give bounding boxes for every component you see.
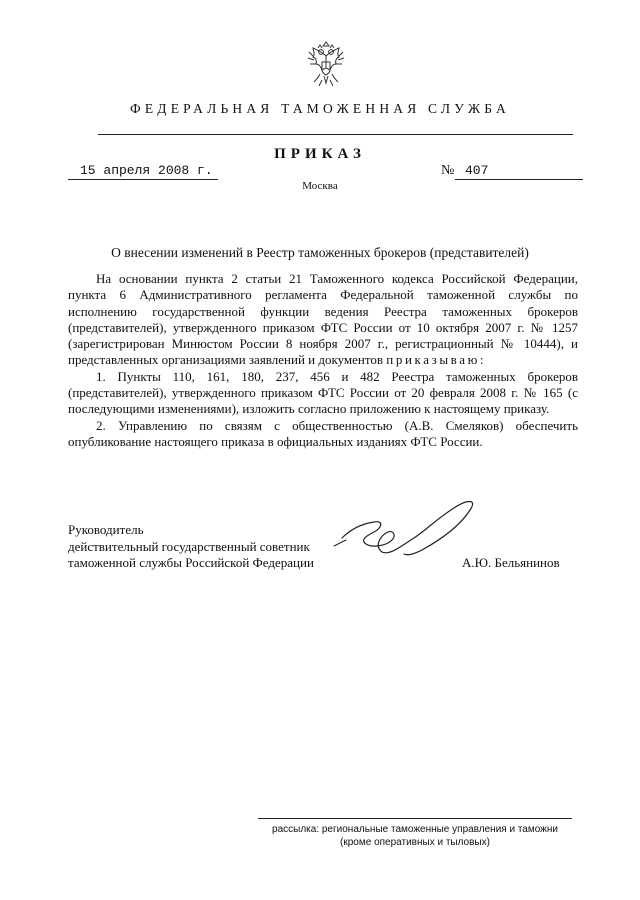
distribution-line: рассылка: региональные таможенные управления и таможни	[272, 824, 558, 835]
issue-city: Москва	[302, 180, 338, 192]
order-number: 407	[455, 163, 583, 180]
distribution-line: (кроме оперативных и тыловых)	[340, 837, 490, 848]
order-date: 15 апреля 2008 г.	[68, 163, 218, 180]
paragraph-item-1: 1. Пункты 110, 161, 180, 237, 456 и 482 Реестра таможенных брокеров (представителей), утвержденного приказом ФТС России от 20 февраля 2008 г. № 165 (с последующими изменениями), изложить согласно приложению к настоящему приказу.	[68, 368, 578, 417]
number-sign: №	[441, 163, 455, 178]
paragraph-item-2: 2. Управлению по связям с общественностью (А.В. Смеляков) обеспечить опубликование настоящего приказа в официальных изданиях ФТС России.	[68, 417, 578, 449]
signatory-title-line: таможенной службы Российской Федерации	[68, 555, 314, 570]
order-body	[68, 271, 578, 450]
distribution-list	[258, 823, 572, 849]
paragraph-basis	[68, 271, 578, 369]
order-subject: О внесении изменений в Реестр таможенных брокеров (представителей)	[111, 245, 529, 260]
signatory-name: А.Ю. Бельянинов	[462, 555, 560, 570]
signatory-title-line: действительный государственный советник	[68, 538, 310, 554]
document-type: ПРИКАЗ	[274, 146, 366, 162]
eagle-emblem-icon	[305, 40, 347, 88]
basis-text: На основании пункта 2 статьи 21 Таможенного кодекса Российской Федерации, пункта 6 Административного регламента Федеральной таможенной службы по исполнению государственной функции ведения Реестра таможенных брокеров (представителей), утвержденного приказом ФТС России от 10 октября 2007 г. № 1257 (зарегистрирован Минюстом России 8 ноября 2007 г., регистрационный № 10444), и представленных организациями заявлений и документов	[68, 271, 578, 368]
signatory-title-line: Руководитель	[68, 522, 144, 537]
header-divider	[98, 134, 573, 135]
agency-name: ФЕДЕРАЛЬНАЯ ТАМОЖЕННАЯ СЛУЖБА	[130, 101, 510, 116]
signatory-title	[68, 522, 314, 572]
order-word: приказываю:	[386, 352, 487, 368]
distribution-divider	[258, 818, 572, 819]
